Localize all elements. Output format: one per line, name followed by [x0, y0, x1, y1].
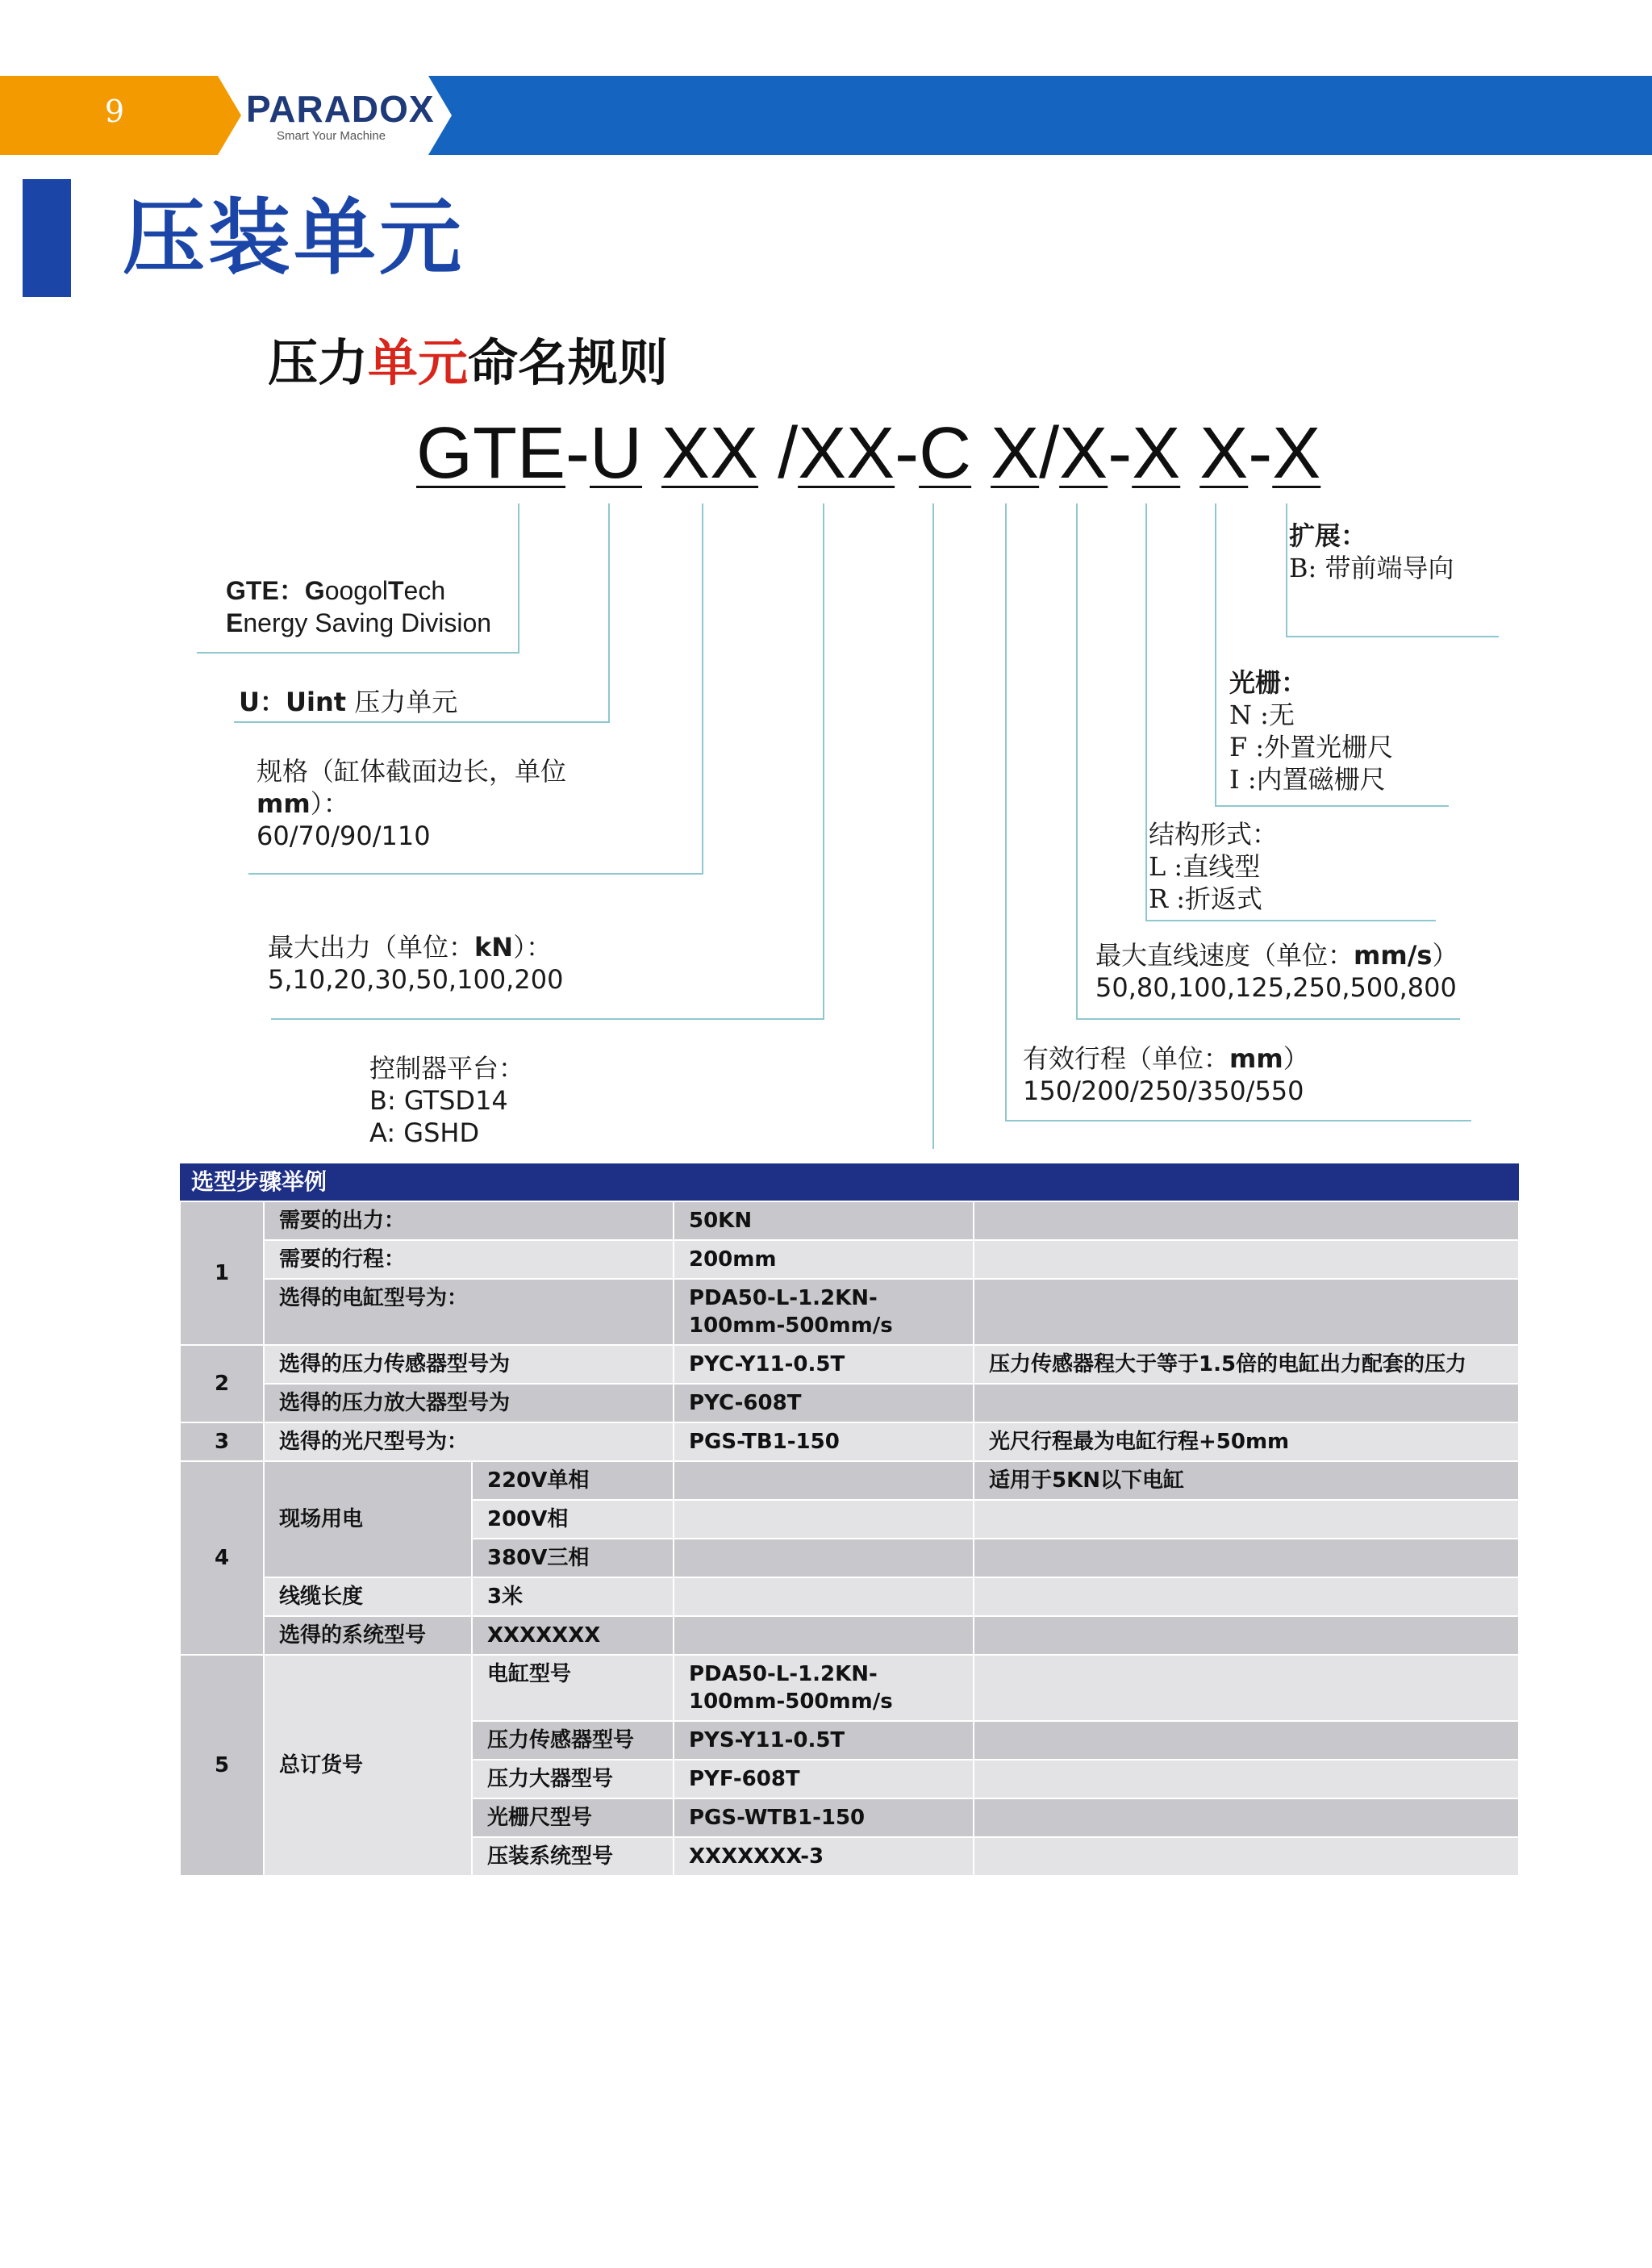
selection-steps-table [179, 1163, 1520, 1877]
code-xx2: XX [798, 413, 895, 494]
row-value: 50KN [674, 1201, 974, 1240]
row-note: 压力传感器程大于等于1.5倍的电缸出力配套的压力 [974, 1345, 1519, 1384]
leader-force-h [271, 1018, 824, 1020]
leader-spec-v [702, 503, 703, 875]
row-note [974, 1760, 1519, 1798]
row-label: 380V三相 [472, 1539, 674, 1577]
table-header-row [180, 1163, 1519, 1201]
logo-text: PARADOX [246, 88, 435, 130]
row-note [974, 1240, 1519, 1279]
step-number: 5 [180, 1655, 264, 1876]
row-note [974, 1500, 1519, 1539]
label-structure: 结构形式： L :直线型 R :折返式 [1149, 819, 1279, 914]
row-note [974, 1539, 1519, 1577]
row-value [674, 1500, 974, 1539]
label-grating: 光栅： N :无 F :外置光栅尺 I :内置磁栅尺 [1229, 667, 1394, 795]
leader-u-h [234, 721, 610, 723]
row-note [974, 1577, 1519, 1616]
subtitle-part1: 压力 [268, 333, 369, 392]
leader-u-v [608, 503, 610, 723]
code-dash3: - [1108, 413, 1133, 494]
power-label: 现场用电 [264, 1461, 472, 1577]
row-label: 选得的电缸型号为： [264, 1279, 674, 1345]
page-number: 9 [104, 94, 125, 129]
row-extra [674, 1577, 974, 1616]
table-row [180, 1616, 1519, 1655]
code-x1: X [991, 413, 1040, 494]
row-label: 选得的压力传感器型号为 [264, 1345, 674, 1384]
row-label: 200V相 [472, 1500, 674, 1539]
table-row [180, 1461, 1519, 1500]
page-title: 压装单元 [123, 190, 465, 286]
row-note [974, 1384, 1519, 1422]
row-label: 需要的行程： [264, 1240, 674, 1279]
row-note [974, 1721, 1519, 1760]
row-note [974, 1798, 1519, 1837]
row-value: PGS-TB1-150 [674, 1422, 974, 1461]
table-header: 选型步骤举例 [180, 1163, 1519, 1201]
label-extension: 扩展： B: 带前端导向 [1289, 520, 1454, 583]
leader-stroke-v [1005, 503, 1007, 1121]
code-x4: X [1199, 413, 1249, 494]
row-extra [674, 1616, 974, 1655]
leader-speed-h [1076, 1018, 1460, 1020]
row-label: 需要的出力： [264, 1201, 674, 1240]
leader-controller-v [932, 503, 934, 1149]
step-number: 3 [180, 1422, 264, 1461]
label-spec: 规格（缸体截面边长，单位 mm）： 60/70/90/110 [257, 756, 567, 851]
leader-speed-v [1076, 503, 1078, 1020]
row-label: 线缆长度 [264, 1577, 472, 1616]
row-value: PDA50-L-1.2KN-100mm-500mm/s [674, 1279, 974, 1345]
label-gte: GTE：GoogolTech Energy Saving Division [226, 576, 492, 637]
row-note [974, 1201, 1519, 1240]
row-value: 200mm [674, 1240, 974, 1279]
leader-structure-v [1145, 503, 1147, 921]
code-x5: X [1272, 413, 1321, 494]
naming-rule-title [268, 334, 668, 392]
code-xx1: XX [661, 413, 759, 494]
code-u: U [590, 413, 642, 494]
row-value [674, 1539, 974, 1577]
row-label: 选得的压力放大器型号为 [264, 1384, 674, 1422]
row-note [974, 1279, 1519, 1345]
row-value: PYS-Y11-0.5T [674, 1721, 974, 1760]
row-label: 压力传感器型号 [472, 1721, 674, 1760]
code-x3: X [1132, 413, 1181, 494]
leader-stroke-h [1005, 1120, 1471, 1121]
row-value: PDA50-L-1.2KN-100mm-500mm/s [674, 1655, 974, 1721]
code-c: C [919, 413, 972, 494]
code-dash1: - [565, 413, 590, 494]
row-label: 压力大器型号 [472, 1760, 674, 1798]
leader-gte-v [518, 503, 519, 654]
table-row [180, 1201, 1519, 1240]
title-accent-bar [23, 179, 71, 297]
subtitle-red-part: 单元 [368, 333, 469, 392]
table-row [180, 1384, 1519, 1422]
label-force: 最大出力（单位：kN）： 5,10,20,30,50,100,200 [268, 932, 564, 995]
label-controller: 控制器平台： B: GTSD14 A: GSHD [369, 1053, 525, 1148]
leader-grating-v [1215, 503, 1216, 807]
leader-force-v [823, 503, 824, 1020]
row-value: XXXXXXX-3 [674, 1837, 974, 1876]
label-unit: U：Uint 压力单元 [239, 687, 458, 717]
code-dash4: - [1248, 413, 1273, 494]
table-row [180, 1577, 1519, 1616]
leader-extension-v [1286, 503, 1287, 637]
leader-grating-h [1215, 805, 1449, 807]
row-value: XXXXXXX [472, 1616, 674, 1655]
table-row [180, 1655, 1519, 1721]
code-slash2: / [1039, 413, 1060, 494]
table-row [180, 1279, 1519, 1345]
table-row [180, 1240, 1519, 1279]
table-row [180, 1422, 1519, 1461]
row-value: PYC-608T [674, 1384, 974, 1422]
step-number: 2 [180, 1345, 264, 1422]
row-value: PYC-Y11-0.5T [674, 1345, 974, 1384]
leader-extension-h [1286, 636, 1499, 637]
order-number-label: 总订货号 [264, 1655, 472, 1876]
row-note [974, 1616, 1519, 1655]
header-band [0, 76, 1652, 155]
row-value [674, 1461, 974, 1500]
row-note [974, 1837, 1519, 1876]
row-value: PGS-WTB1-150 [674, 1798, 974, 1837]
row-note: 适用于5KN以下电缸 [974, 1461, 1519, 1500]
row-label: 220V单相 [472, 1461, 674, 1500]
row-label: 选得的系统型号 [264, 1616, 472, 1655]
code-slash1: / [778, 413, 799, 494]
paradox-logo [246, 90, 435, 143]
step-number: 4 [180, 1461, 264, 1655]
table-row [180, 1345, 1519, 1384]
model-code [416, 413, 1320, 494]
code-gte: GTE [416, 413, 566, 494]
leader-spec-h [248, 873, 703, 875]
step-number: 1 [180, 1201, 264, 1345]
subtitle-part2: 命名规则 [468, 333, 669, 392]
row-note: 光尺行程最为电缸行程+50mm [974, 1422, 1519, 1461]
leader-structure-h [1145, 920, 1436, 921]
row-label: 电缸型号 [472, 1655, 674, 1721]
row-label: 光栅尺型号 [472, 1798, 674, 1837]
row-label: 选得的光尺型号为： [264, 1422, 674, 1461]
code-x2: X [1059, 413, 1108, 494]
code-dash2: - [895, 413, 920, 494]
logo-tagline: Smart Your Machine [277, 129, 386, 143]
row-value: 3米 [472, 1577, 674, 1616]
row-value: PYF-608T [674, 1760, 974, 1798]
row-note [974, 1655, 1519, 1721]
leader-gte-h [197, 652, 519, 654]
row-label: 压装系统型号 [472, 1837, 674, 1876]
label-stroke: 有效行程（单位：mm） 150/200/250/350/550 [1023, 1043, 1309, 1106]
label-speed: 最大直线速度（单位：mm/s） 50,80,100,125,250,500,800 [1095, 940, 1458, 1003]
